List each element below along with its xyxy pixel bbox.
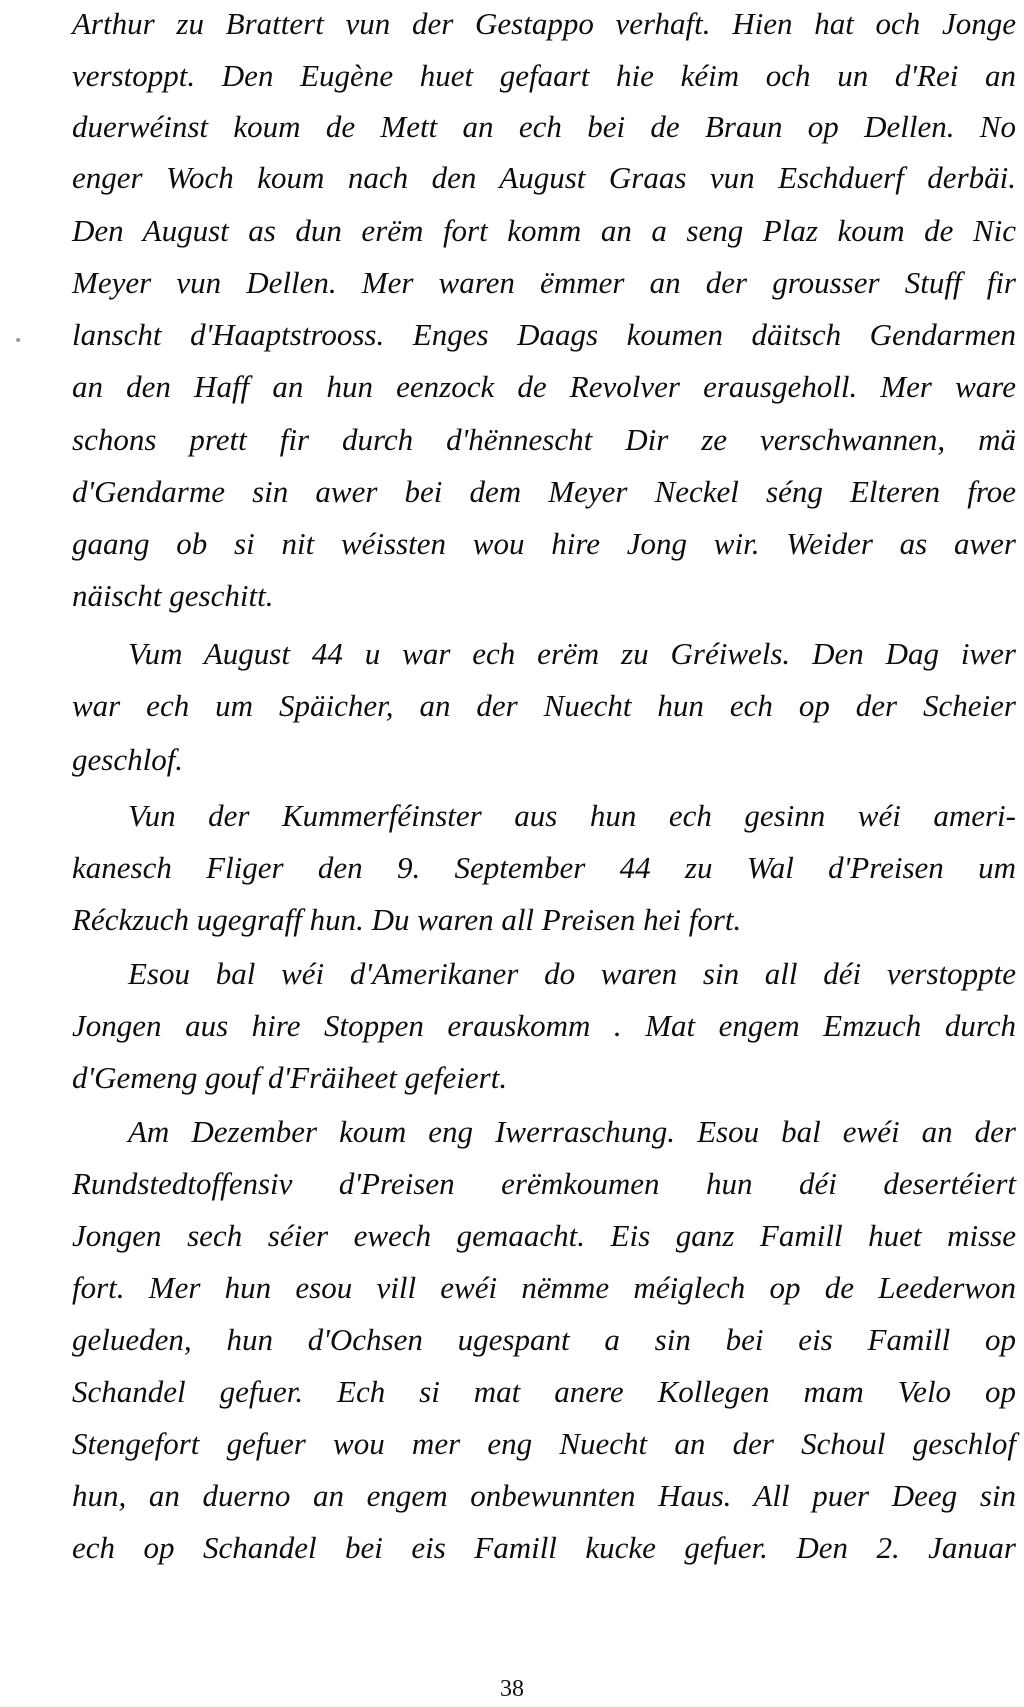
text-line: Am Dezember koum eng Iwerraschung. Esou bal ewéi an der bbox=[128, 1114, 1016, 1149]
text-line: kanesch Fliger den 9. September 44 zu Wal d'Preisen um bbox=[72, 850, 1016, 885]
text-line: lanscht d'Haaptstrooss. Enges Daags koumen däitsch Gendarmen bbox=[72, 317, 1016, 352]
text-line: Réckzuch ugegraff hun. Du waren all Preisen hei fort. bbox=[72, 902, 742, 937]
text-line: enger Woch koum nach den August Graas vun Eschduerf derbäi. bbox=[72, 160, 1016, 195]
text-line: gelueden, hun d'Ochsen ugespant a sin bei eis Famill op bbox=[72, 1322, 1016, 1357]
text-line: war ech um Späicher, an der Nuecht hun ech op der Scheier bbox=[72, 688, 1016, 723]
text-line: schons prett fir durch d'hënnescht Dir ze verschwannen, mä bbox=[72, 422, 1016, 457]
text-line: ech op Schandel bei eis Famill kucke gefuer. Den 2. Januar bbox=[72, 1530, 1016, 1565]
text-line: Jongen aus hire Stoppen erauskomm . Mat engem Emzuch durch bbox=[72, 1008, 1016, 1043]
text-line: Esou bal wéi d'Amerikaner do waren sin all déi verstoppte bbox=[128, 956, 1016, 991]
text-line: verstoppt. Den Eugène huet gefaart hie kéim och un d'Rei an bbox=[72, 58, 1016, 93]
text-line: näischt geschitt. bbox=[72, 578, 274, 613]
page-number: 38 bbox=[500, 1676, 524, 1702]
text-line: Schandel gefuer. Ech si mat anere Kollegen mam Velo op bbox=[72, 1374, 1016, 1409]
text-line: Jongen sech séier ewech gemaacht. Eis ganz Famill huet misse bbox=[72, 1218, 1016, 1253]
text-line: Den August as dun erëm fort komm an a seng Plaz koum de Nic bbox=[72, 213, 1016, 248]
text-line: an den Haff an hun eenzock de Revolver erausgeholl. Mer ware bbox=[72, 369, 1016, 404]
scan-speck: • bbox=[14, 333, 23, 349]
text-line: d'Gemeng gouf d'Fräiheet gefeiert. bbox=[72, 1060, 508, 1095]
text-line: hun, an duerno an engem onbewunnten Haus. All puer Deeg sin bbox=[72, 1478, 1016, 1513]
text-line: d'Gendarme sin awer bei dem Meyer Neckel séng Elteren froe bbox=[72, 474, 1016, 509]
text-line: geschlof. bbox=[72, 742, 184, 777]
text-line: Stengefort gefuer wou mer eng Nuecht an der Schoul geschlof bbox=[72, 1426, 1016, 1461]
text-line: Meyer vun Dellen. Mer waren ëmmer an der grousser Stuff fir bbox=[72, 265, 1016, 300]
text-line: gaang ob si nit wéissten wou hire Jong wir. Weider as awer bbox=[72, 526, 1016, 561]
text-line: Vum August 44 u war ech erëm zu Gréiwels. Den Dag iwer bbox=[128, 636, 1016, 671]
text-line: fort. Mer hun esou vill ewéi nëmme méiglech op de Leederwon bbox=[72, 1270, 1016, 1305]
text-line: Rundstedtoffensiv d'Preisen erëmkoumen hun déi desertéiert bbox=[72, 1166, 1016, 1201]
text-line: Arthur zu Brattert vun der Gestappo verhaft. Hien hat och Jonge bbox=[72, 6, 1016, 41]
text-line: Vun der Kummerféinster aus hun ech gesinn wéi ameri- bbox=[128, 798, 1016, 833]
text-line: duerwéinst koum de Mett an ech bei de Braun op Dellen. No bbox=[72, 109, 1016, 144]
